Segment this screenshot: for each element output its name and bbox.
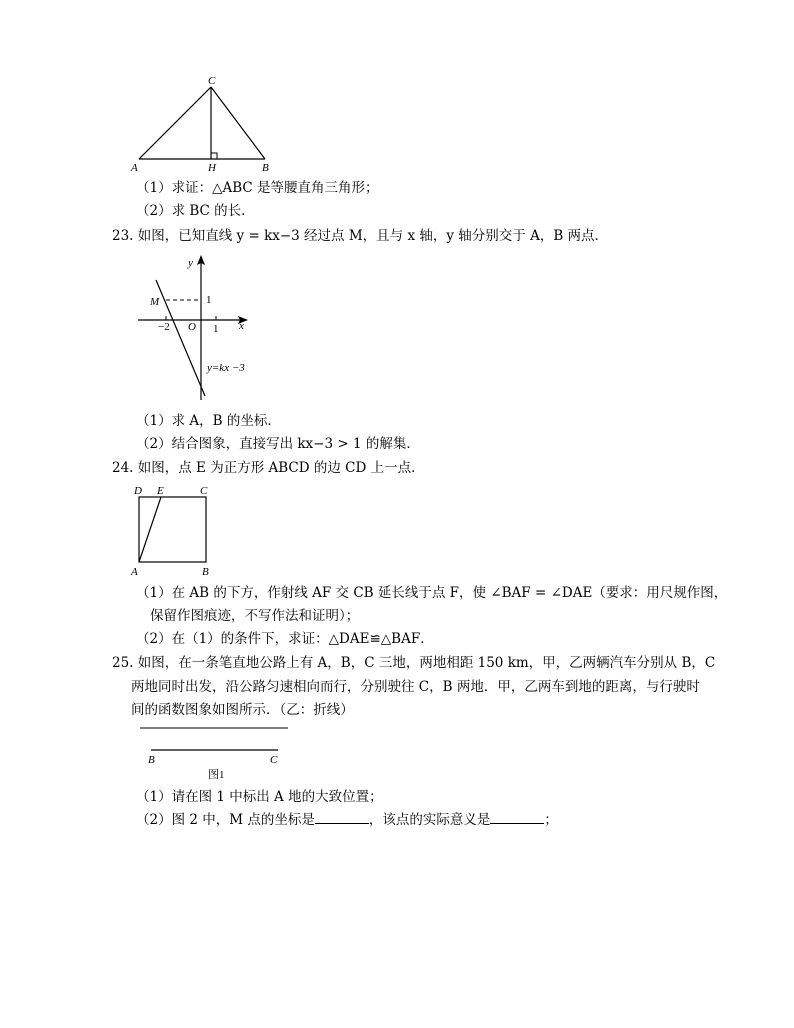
q25-part2 — [136, 810, 558, 830]
m-meaning-blank[interactable] — [490, 811, 544, 824]
tick-label-neg2: −2 — [158, 321, 170, 333]
tick-label-1-x: 1 — [213, 323, 219, 335]
label-a: A — [131, 162, 138, 174]
q25-part1: （1）请在图 1 中标出 A 地的大致位置； — [136, 789, 383, 805]
q24-part1-line2: 保留作图痕迹，不写作法和证明）； — [150, 608, 360, 624]
line-label: y=kx −3 — [207, 362, 245, 374]
triangle-abc-figure — [128, 72, 278, 176]
q23-part2: （2）结合图象，直接写出 kx−3 > 1 的解集． — [136, 436, 420, 452]
axis-label-y: y — [188, 257, 193, 269]
q23-part1: （1）求 A，B 的坐标． — [136, 413, 281, 429]
tick-label-1-y: 1 — [206, 294, 212, 306]
label-h: H — [208, 162, 216, 174]
label-b: B — [262, 162, 269, 174]
road-figure-1 — [138, 722, 298, 782]
line-graph-figure — [130, 252, 270, 404]
square-abcd-figure — [128, 482, 220, 578]
q24-part2: （2）在（1）的条件下，求证：△DAE≌△BAF． — [136, 631, 434, 647]
label-b: B — [148, 754, 155, 766]
figure-1-caption: 图1 — [208, 769, 225, 781]
q25-part2-text-c: ； — [544, 812, 558, 828]
q24-part1-line1: （1）在 AB 的下方，作射线 AF 交 CB 延长线于点 F，使 ∠BAF = ∠DAE（要求：用尺规作图， — [136, 585, 728, 601]
q25-stem-line1: 25. 如图，在一条笔直地公路上有 A，B，C 三地，两地相距 150 km，甲，乙两辆汽车分别从 B，C — [112, 655, 716, 671]
label-e: E — [157, 485, 164, 497]
q25-stem-line3: 间的函数图象如图所示．（乙：折线） — [131, 702, 354, 718]
label-c: C — [200, 485, 208, 497]
label-c: C — [208, 75, 216, 87]
label-a: A — [131, 566, 138, 578]
q25-stem-line2: 两地同时出发，沿公路匀速相向而行，分别驶往 C，B 两地．甲，乙两车到地的距离，与行驶时 — [131, 679, 700, 695]
q22-part1: （1）求证：△ABC 是等腰直角三角形； — [136, 180, 379, 196]
q22-part2: （2）求 BC 的长． — [136, 203, 255, 219]
axis-label-x: x — [239, 320, 244, 332]
label-o: O — [188, 321, 196, 333]
label-d: D — [134, 485, 142, 497]
q24-stem: 24. 如图，点 E 为正方形 ABCD 的边 CD 上一点． — [112, 460, 425, 476]
label-m: M — [150, 296, 160, 308]
q25-part2-text-a: （2）图 2 中，M 点的坐标是 — [136, 812, 315, 828]
m-coordinate-blank[interactable] — [315, 811, 369, 824]
q23-stem: 23. 如图，已知直线 y = kx−3 经过点 M，且与 x 轴，y 轴分别交于 A，B 两点． — [112, 228, 609, 244]
label-b: B — [202, 566, 209, 578]
label-c: C — [270, 754, 278, 766]
q25-part2-text-b: ，该点的实际意义是 — [368, 812, 491, 828]
